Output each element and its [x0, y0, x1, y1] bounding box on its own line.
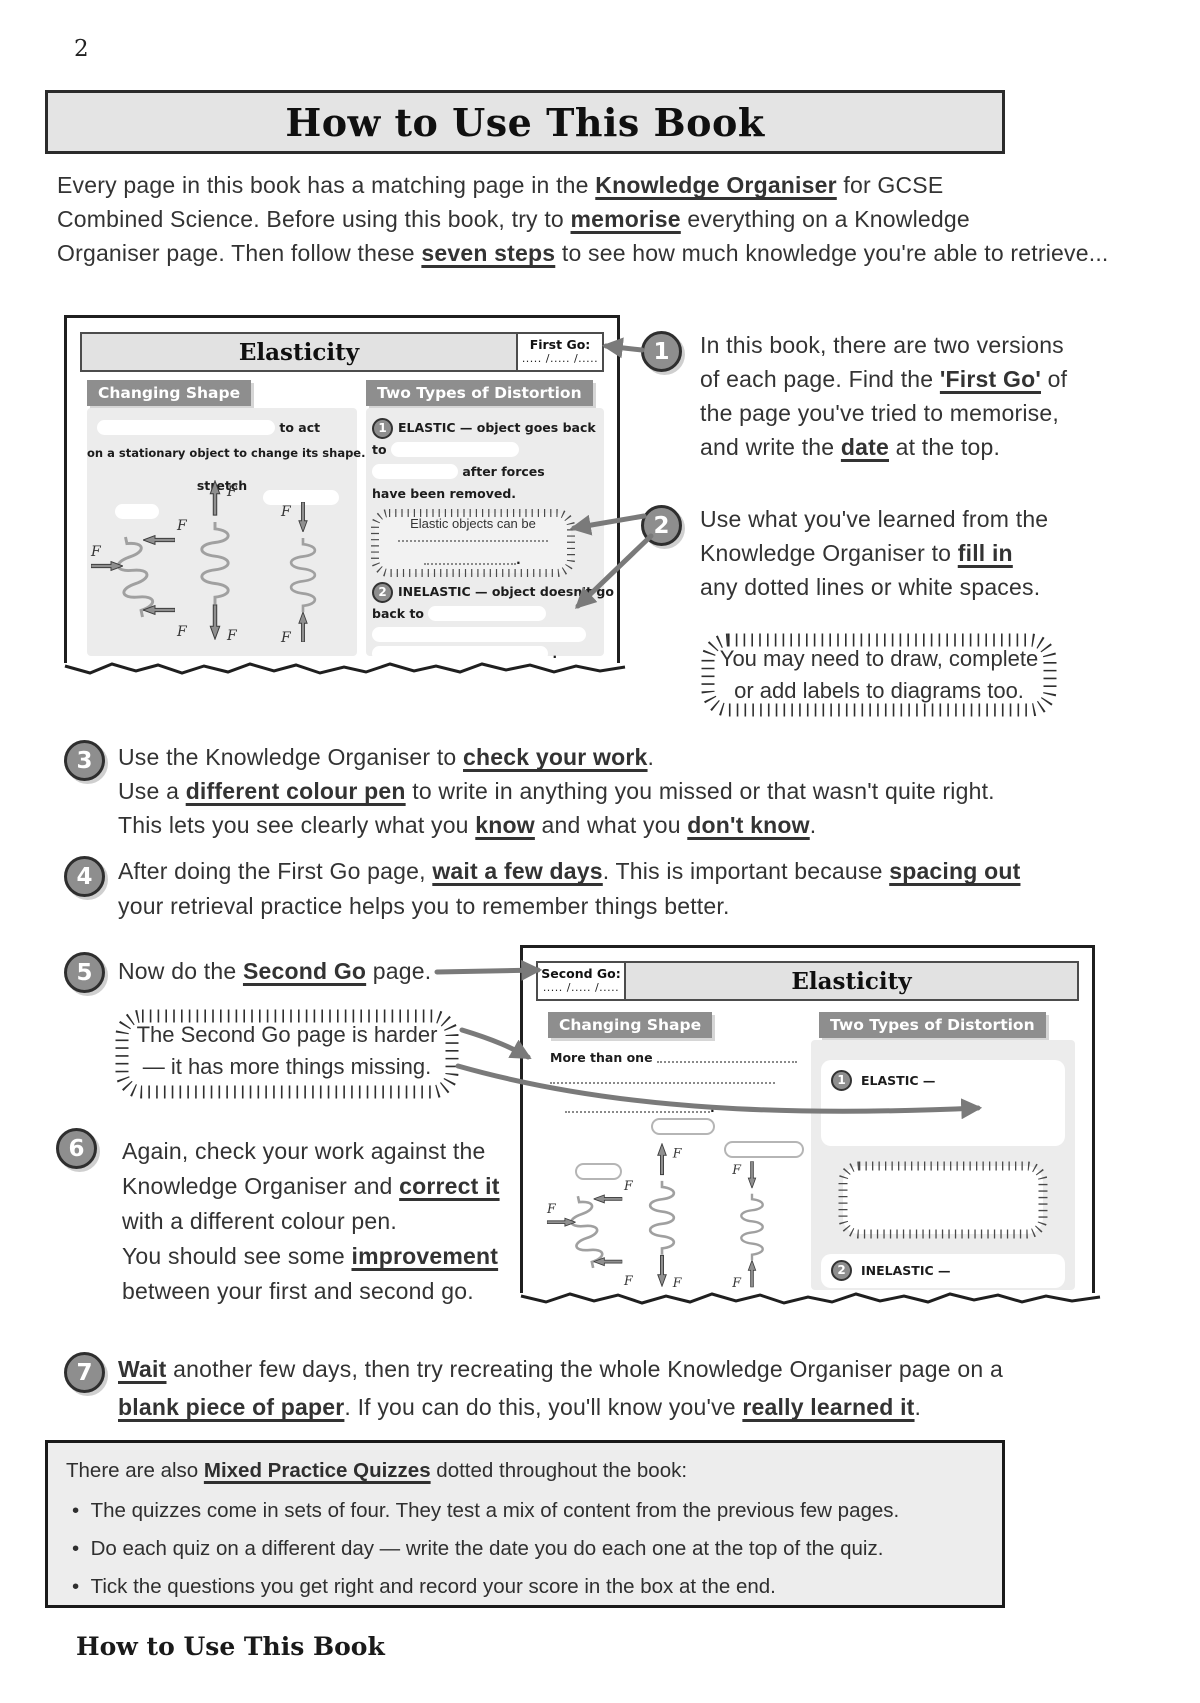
dotted-line: .: [424, 552, 521, 567]
step-number-7: 7: [64, 1352, 105, 1393]
step2-text-line: Knowledge Organiser to fill in: [700, 540, 1013, 566]
card-text: ELASTIC — object goes back: [398, 420, 596, 435]
dotted-line: [550, 1082, 775, 1084]
dotted-line: [398, 540, 548, 542]
blank-field-outline: [651, 1118, 715, 1135]
bullet-icon: •: [72, 1575, 80, 1598]
step1-text-line: the page you've tried to memorise,: [700, 400, 1059, 426]
fill-in-line: to act: [97, 420, 320, 435]
step3-text-line: Use the Knowledge Organiser to check your work.: [118, 744, 655, 770]
item-number-badge: 2: [372, 582, 393, 603]
step4-text-line: After doing the First Go page, wait a few days. This is important because spacing out: [118, 858, 1021, 884]
tick-border-box: [835, 1158, 1051, 1242]
step7-text-line: Wait another few days, then try recreating the whole Knowledge Organiser page on a: [118, 1356, 1003, 1382]
blank-field: [97, 420, 275, 435]
card-text: on a stationary object to change its shape.: [87, 446, 366, 460]
spring-diagram-bend: [545, 1172, 635, 1293]
spring-diagram-stretch: [185, 470, 265, 650]
item-number-badge: 2: [831, 1260, 852, 1281]
spring-diagram-bend: [89, 510, 189, 645]
spring-diagram-squash: [725, 1154, 797, 1289]
card-title: Elasticity: [238, 338, 360, 366]
dotted-line: [657, 1052, 797, 1063]
elastic-answer-box: [821, 1060, 1065, 1146]
note-draw-line: or add labels to diagrams too.: [734, 678, 1024, 703]
section-header-changing-shape: Changing Shape: [548, 1012, 712, 1038]
footer-title: How to Use This Book: [76, 1632, 385, 1661]
quiz-bullet: • Tick the questions you get right and record your score in the box at the end.: [72, 1575, 776, 1598]
two-types-panel: [366, 408, 614, 661]
intro-line: Organiser page. Then follow these seven steps to see how much knowledge you're able to retrieve...: [57, 240, 1109, 266]
step7-text-line: blank piece of paper. If you can do this, you'll know you've really learned it.: [118, 1394, 922, 1420]
step-number-5: 5: [64, 952, 105, 993]
arrow-note-to-card: [462, 1030, 528, 1057]
step2-text-line: Use what you've learned from the: [700, 506, 1049, 532]
step6-text-line: Knowledge Organiser and correct it: [122, 1173, 500, 1199]
step3-text-line: Use a different colour pen to write in anything you missed or that wasn't quite right.: [118, 778, 995, 804]
item-number-badge: 1: [372, 418, 393, 439]
note-second-go-line: The Second Go page is harder: [136, 1022, 438, 1047]
step6-text-line: You should see some improvement: [122, 1243, 499, 1269]
page-number: 2: [74, 36, 89, 62]
card-text: have been removed.: [372, 486, 517, 501]
dotted-line: .: [565, 1100, 715, 1115]
first-go-label: First Go:: [529, 337, 591, 352]
card-text: INELASTIC —: [861, 1263, 951, 1278]
fill-in-line: to: [372, 442, 519, 457]
intro-line: Combined Science. Before using this book, try to memorise everything on a Knowledge: [57, 206, 970, 232]
section-header-two-types: Two Types of Distortion: [366, 380, 593, 406]
changing-shape-panel: [87, 408, 366, 656]
fill-in-line: .: [372, 646, 557, 661]
blank-field: [391, 442, 519, 457]
intro-line: Every page in this book has a matching page in the Knowledge Organiser for GCSE: [57, 172, 944, 198]
step6-text-line: between your first and second go.: [122, 1278, 474, 1304]
blank-field: [372, 464, 458, 479]
step6-text-line: Again, check your work against the: [122, 1138, 486, 1164]
step1-text-line: and write the date at the top.: [700, 434, 1001, 460]
page-title-banner: [45, 90, 1005, 154]
step1-text-line: of each page. Find the 'First Go' of: [700, 366, 1068, 392]
second-go-date-box: [538, 963, 626, 999]
step-number-1: 1: [641, 331, 682, 372]
note-second-go-line: — it has more things missing.: [142, 1054, 432, 1079]
bullet-icon: •: [72, 1537, 80, 1560]
fill-in-line: More than one: [550, 1050, 797, 1065]
tick-border-note: [698, 630, 1060, 720]
stretch-label: stretch: [196, 478, 248, 493]
blank-field: [428, 606, 546, 621]
note-text: Elastic objects can be: [410, 516, 536, 531]
mixed-practice-quizzes-box: [45, 1440, 1005, 1608]
card-text: ELASTIC —: [861, 1073, 936, 1088]
spring-diagram-stretch: [635, 1134, 707, 1296]
note-draw-line: You may need to draw, complete: [719, 646, 1039, 671]
second-go-label: Second Go:: [541, 966, 621, 981]
step3-text-line: This lets you see clearly what you know and what you don't know.: [118, 812, 817, 838]
section-header-two-types: Two Types of Distortion: [819, 1012, 1046, 1038]
step5-text-line: Now do the Second Go page.: [118, 958, 432, 984]
step-number-4: 4: [64, 856, 105, 897]
fill-in-line: back to: [372, 606, 546, 621]
section-header-changing-shape: Changing Shape: [87, 380, 251, 406]
step4-text-line: your retrieval practice helps you to remember things better.: [118, 893, 730, 919]
torn-edge: [64, 656, 626, 682]
blank-field: [372, 627, 586, 642]
torn-edge: [520, 1286, 1101, 1312]
quiz-bullet: • Do each quiz on a different day — write the date you do each one at the top of the quiz.: [72, 1537, 884, 1560]
step-number-2: 2: [641, 505, 682, 546]
two-types-panel: [811, 1040, 1075, 1290]
first-go-date-dots: ..... /..... /.....: [521, 352, 599, 365]
card-title-bar: [80, 332, 604, 372]
step6-text-line: with a different colour pen.: [122, 1208, 397, 1234]
quiz-intro: There are also Mixed Practice Quizzes dotted throughout the book:: [66, 1459, 688, 1482]
second-go-date-dots: ..... /..... /.....: [542, 981, 620, 994]
page-title: How to Use This Book: [285, 99, 765, 145]
card-title: Elasticity: [791, 967, 912, 995]
step2-text-line: any dotted lines or white spaces.: [700, 574, 1041, 600]
first-go-date-box: [516, 334, 602, 370]
card-title-bar: [536, 961, 1079, 1001]
step1-text-line: In this book, there are two versions: [700, 332, 1064, 358]
spring-diagram-squash: [273, 494, 353, 644]
fill-in-line: after forces: [372, 464, 545, 479]
first-go-sample-card: [64, 315, 620, 663]
item-number-badge: 1: [831, 1070, 852, 1091]
card-text: INELASTIC — object doesn't go: [398, 584, 614, 599]
second-go-sample-card: [520, 945, 1095, 1293]
step-number-3: 3: [64, 740, 105, 781]
quiz-bullet: • The quizzes come in sets of four. They test a mix of content from the previous few pages.: [72, 1499, 900, 1522]
inelastic-answer-box: [821, 1254, 1065, 1288]
bullet-icon: •: [72, 1499, 80, 1522]
step-number-6: 6: [56, 1128, 97, 1169]
